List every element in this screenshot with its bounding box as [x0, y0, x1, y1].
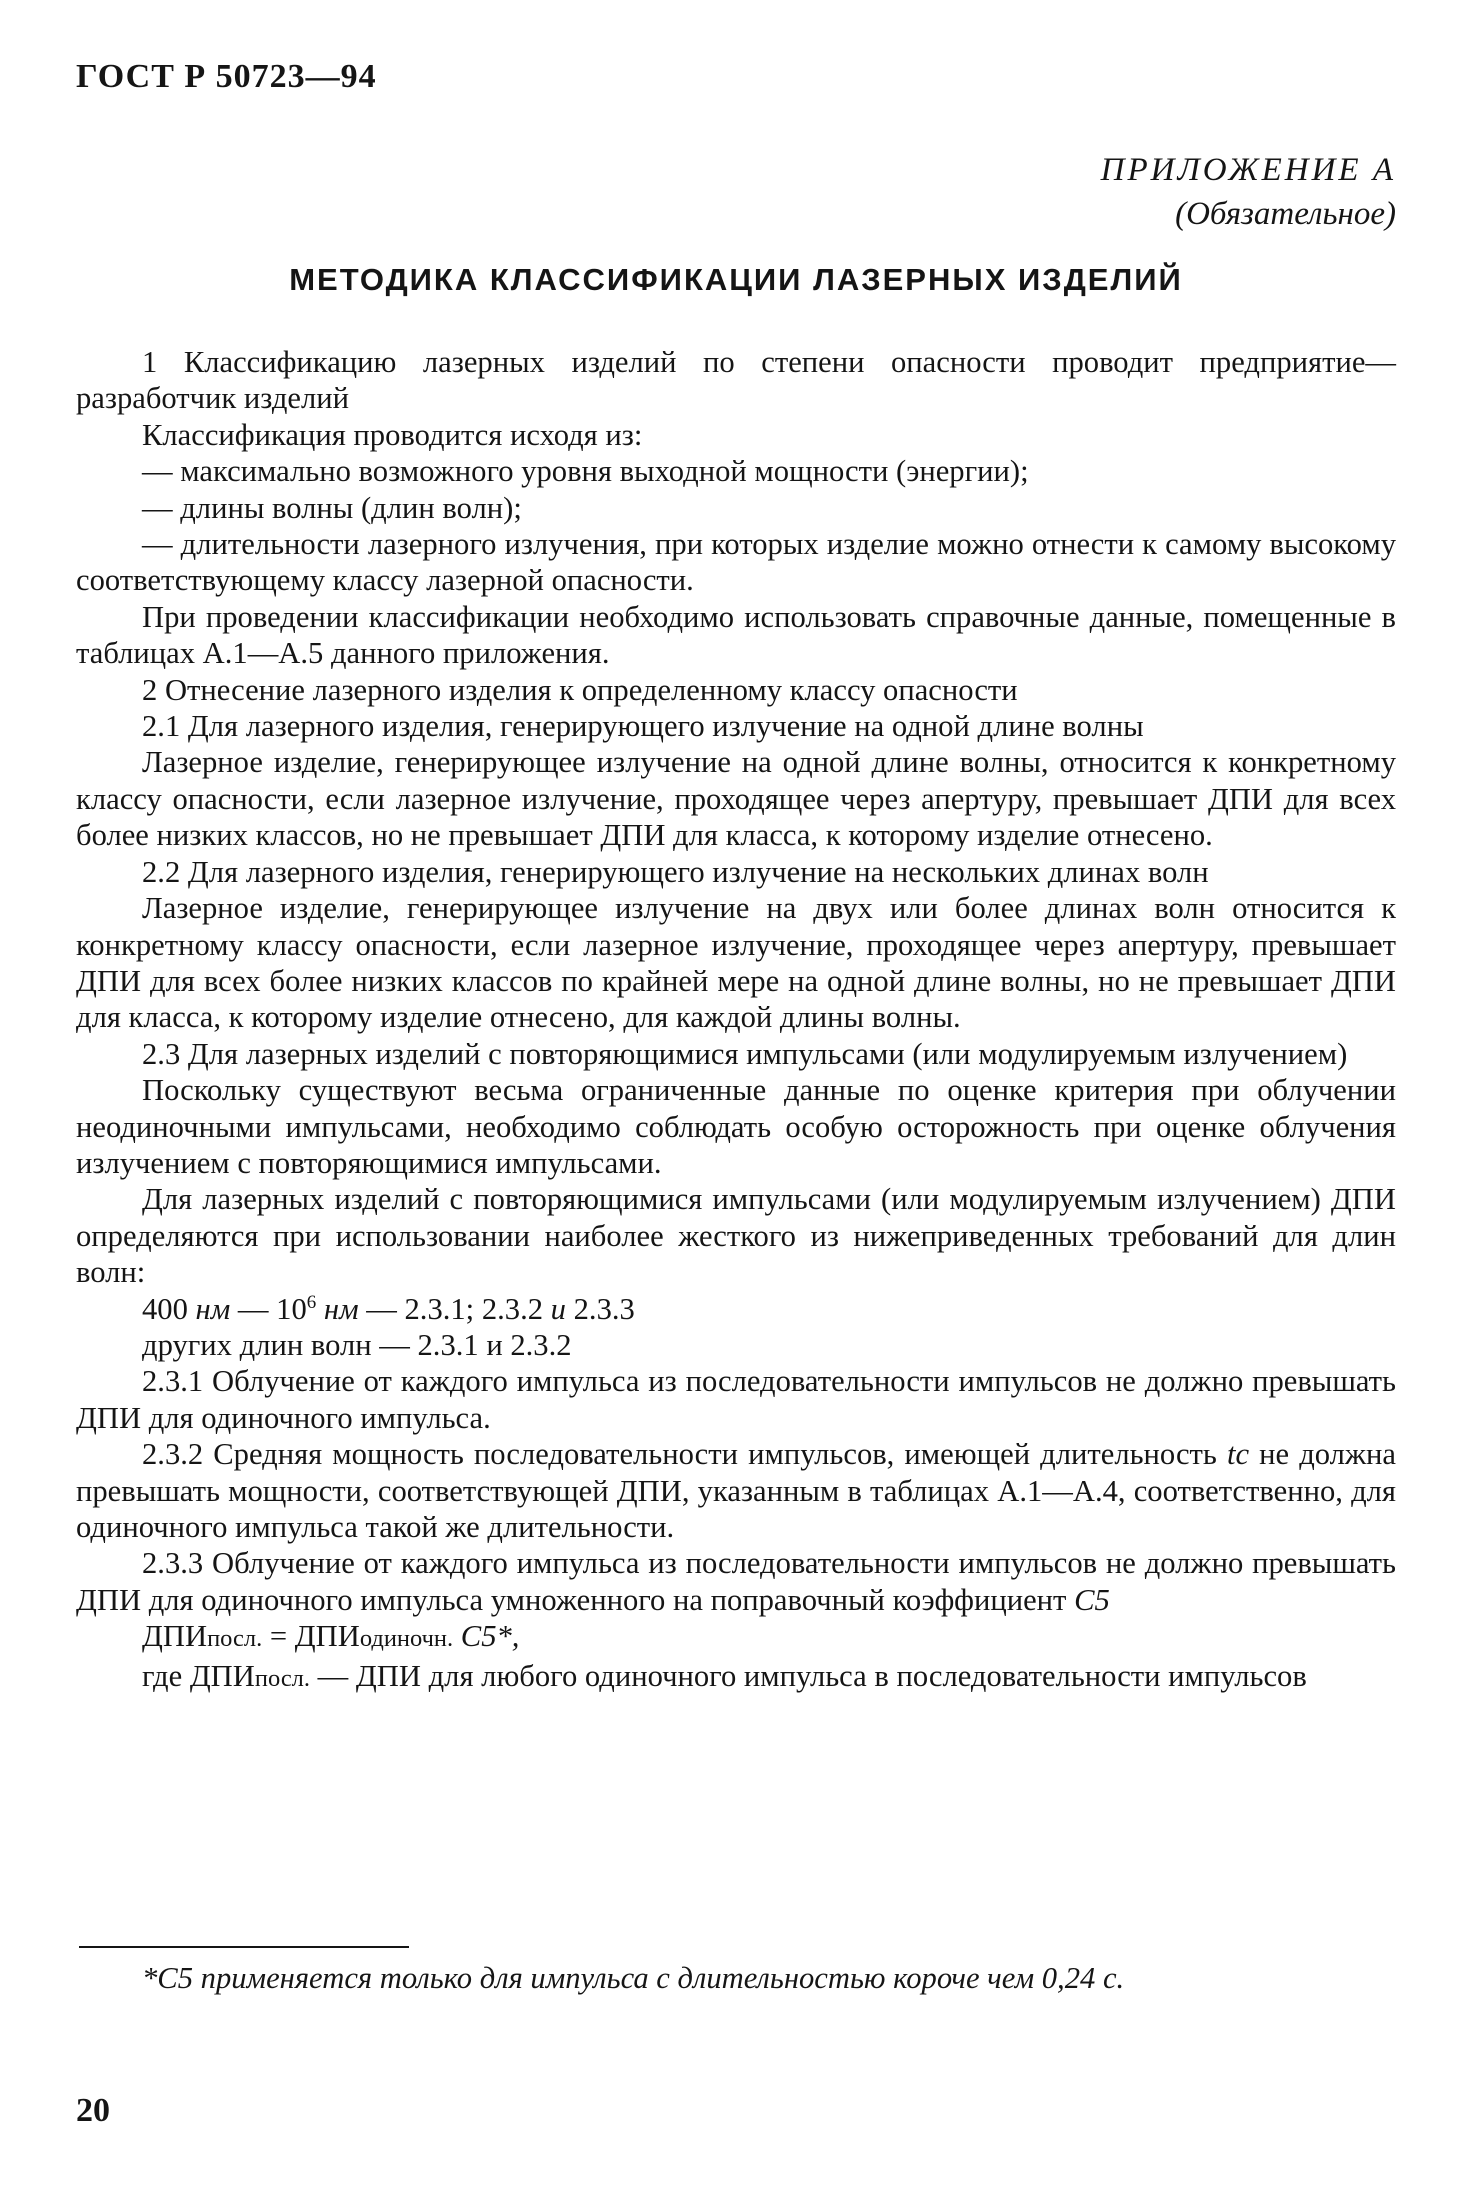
page-title: МЕТОДИКА КЛАССИФИКАЦИИ ЛАЗЕРНЫХ ИЗДЕЛИЙ	[289, 262, 1183, 297]
range-end	[276, 1292, 316, 1326]
paragraph-text: 2.3.3 Облучение от каждого импульса из последовательности импульсов не должно превышать ДПИ для одиночного импульса умноженного на поправочный коэффициент	[76, 1546, 1396, 1617]
formula-rhs: ДПИ	[294, 1619, 360, 1654]
appendix-label	[1101, 148, 1396, 236]
paragraph: Лазерное изделие, генерирующее излучение на одной длине волны, относится к конкретному классу опасности, если лазерное излучение, проходящее через апертуру, превышает ДПИ для всех более низких классов, но не превышает ДПИ для класса, к которому изделие отнесено.	[76, 745, 1396, 853]
appendix-status: (Обязательное)	[1175, 196, 1396, 232]
paragraph: 1 Классификацию лазерных изделий по степени опасности проводит предприятие—разработчик изделий	[76, 345, 1396, 416]
formula-equals: =	[269, 1619, 288, 1654]
formula-factor: C5*,	[460, 1619, 520, 1654]
paragraph: При проведении классификации необходимо использовать справочные данные, помещенные в таблицах А.1—А.5 данного приложения.	[76, 599, 1396, 671]
document-page	[76, 0, 1396, 2203]
subsection-heading: 2.2 Для лазерного изделия, генерирующего излучение на нескольких длинах волн	[142, 854, 1209, 889]
unit: нм	[195, 1291, 231, 1326]
paragraph: Для лазерных изделий с повторяющимися импульсами (или модулируемым излучением) ДПИ определяются при использовании наиболее жесткого из нижеприведенных требований для длин волн:	[76, 1182, 1396, 1290]
wavelength-range: других длин волн — 2.3.1 и 2.3.2	[142, 1327, 572, 1362]
page-number: 20	[76, 2092, 110, 2129]
list-item: — длины волны (длин волн);	[142, 490, 522, 525]
wavelength-range	[76, 1291, 1396, 1327]
paragraph	[76, 1436, 1396, 1545]
footnote	[142, 1960, 1124, 1996]
variable-tc: tc	[1226, 1437, 1250, 1472]
conjunction: и	[550, 1291, 566, 1326]
paragraph: 2.3.1 Облучение от каждого импульса из последовательности импульсов не должно превышать ДПИ для одиночного импульса.	[76, 1364, 1396, 1435]
list-item: — длительности лазерного излучения, при которых изделие можно отнести к самому высокому соответствующему классу лазерной опасности.	[76, 527, 1396, 598]
list-item: — максимально возможного уровня выходной мощности (энергии);	[142, 454, 1029, 489]
unit: нм	[323, 1291, 359, 1326]
paragraph: Классификация проводится исходя из:	[142, 417, 643, 452]
formula	[76, 1618, 1396, 1657]
paragraph-text: где ДПИ	[142, 1658, 255, 1693]
paragraph	[76, 1658, 1396, 1697]
footnote-divider	[79, 1946, 409, 1948]
subscript: посл.	[254, 1664, 311, 1692]
paragraph-text: — ДПИ для любого одиночного импульса в последовательности импульсов	[317, 1658, 1307, 1693]
footnote-text: применяется только для импульса с длительностью короче чем 0,24 с.	[200, 1961, 1125, 1995]
appendix-title: ПРИЛОЖЕНИЕ А	[1100, 152, 1396, 188]
paragraph	[76, 1545, 1396, 1618]
formula-lhs-subscript: посл.	[207, 1625, 263, 1653]
document-body	[76, 344, 1396, 1697]
footnote-marker: *C5	[142, 1961, 193, 1995]
variable-c5: C5	[1074, 1582, 1110, 1617]
power-exponent: 6	[306, 1292, 317, 1314]
power-base: 10	[276, 1291, 307, 1326]
range-dash: —	[237, 1291, 269, 1326]
section-heading: 2 Отнесение лазерного изделия к определенному классу опасности	[142, 672, 1018, 707]
paragraph-text: 2.3.2 Средняя мощность последовательности импульсов, имеющей длительность	[142, 1437, 1217, 1472]
range-refs: — 2.3.1; 2.3.2	[366, 1291, 544, 1326]
subsection-heading: 2.3 Для лазерных изделий с повторяющимися импульсами (или модулируемым излучением)	[142, 1036, 1348, 1071]
range-ref: 2.3.3	[573, 1291, 635, 1326]
paragraph: Поскольку существуют весьма ограниченные данные по оценке критерия при облучении неодиночными импульсами, необходимо соблюдать особую осторожность при оценке облучения излучением с повторяющимися импульсами.	[76, 1073, 1396, 1180]
paragraph-text: не должна превышать мощности, соответствующей ДПИ, указанным в таблицах А.1—А.4, соответственно, для одиночного импульса такой же длительности.	[76, 1437, 1397, 1544]
paragraph: Лазерное изделие, генерирующее излучение на двух или более длинах волн относится к конкретному классу опасности, если лазерное излучение, проходящее через апертуру, превышает ДПИ для всех более низких классов по крайней мере на одной длине волны, но не превышает ДПИ для класса, к которому изделие отнесено, для каждой длины волны.	[76, 891, 1396, 1035]
range-start: 400	[142, 1291, 188, 1326]
document-header: ГОСТ Р 50723—94	[76, 58, 377, 95]
formula-rhs-subscript: одиночн.	[359, 1625, 454, 1653]
subsection-heading: 2.1 Для лазерного изделия, генерирующего излучение на одной длине волны	[142, 709, 1144, 744]
formula-lhs: ДПИ	[142, 1619, 208, 1654]
